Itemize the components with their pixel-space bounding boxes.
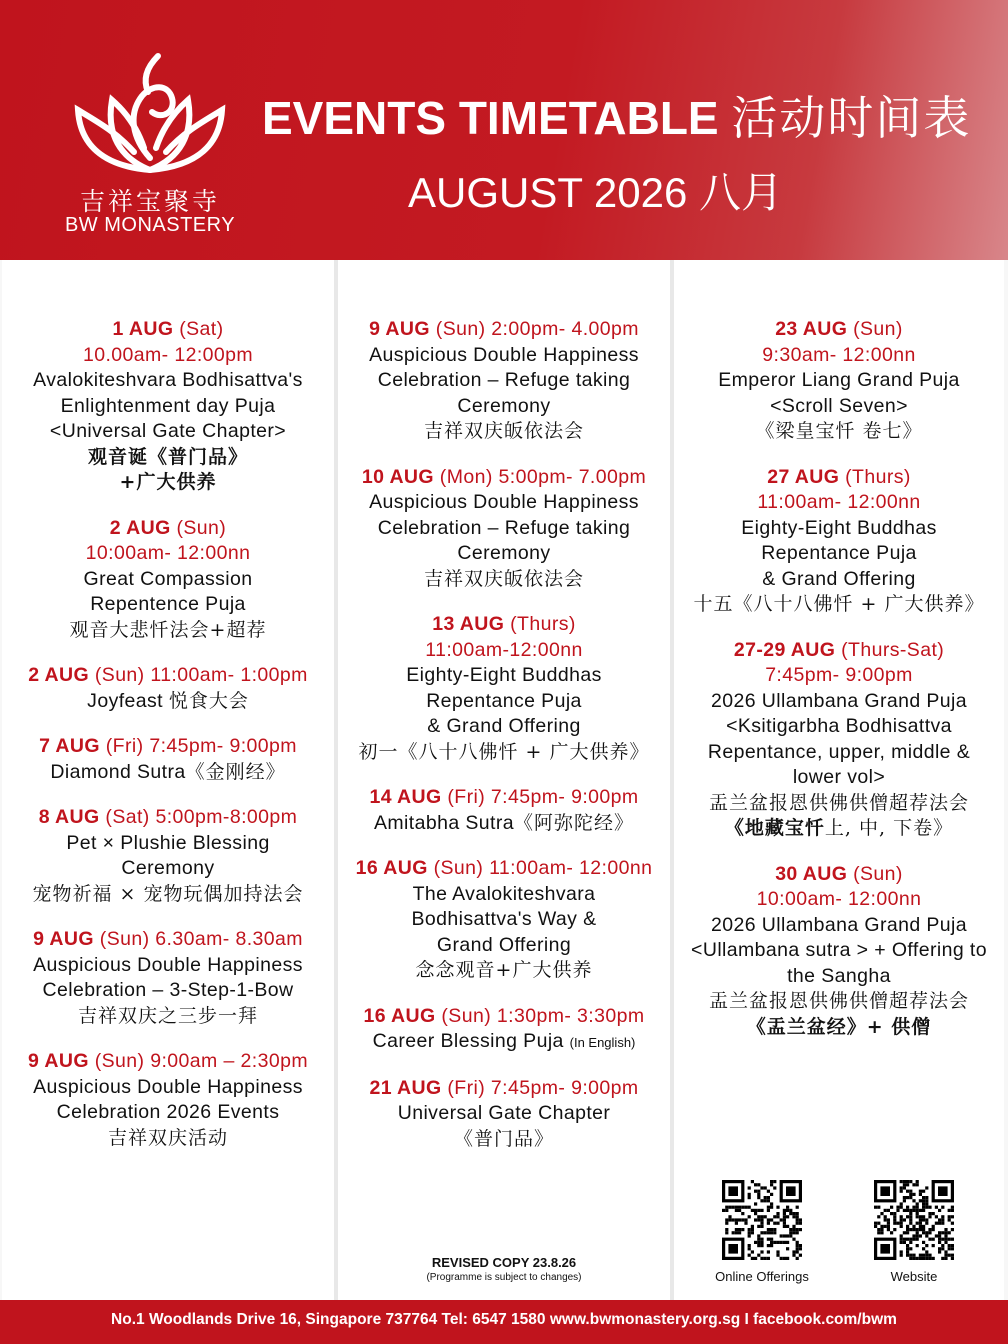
event-date [338,856,670,882]
event-text-segment: 9 AUG [369,318,436,340]
event-text-line [674,368,1004,394]
event-text-line [338,933,670,959]
event-text-line [2,470,334,496]
event-text-segment: 9 AUG [28,1050,95,1072]
brand-name-en: BW MONASTERY [64,214,236,236]
event-date [2,805,334,831]
event-text-segment: +广大供养 [119,471,217,493]
event-text-segment: <Ksitigarbha Bodhisattva [726,715,952,737]
event-text-segment: 10:00am- 12:00nn [756,888,922,910]
qr-label: Online Offerings [715,1269,809,1284]
event-text-segment: (Sun) [853,862,903,885]
event-text-line [2,831,334,857]
revised-copy-label: REVISED COPY 23.8.26 [431,1255,577,1270]
event-text-segment: Grand Offering [436,933,572,956]
event-text-segment: 16 AUG [355,857,434,879]
event-text-line [2,343,334,369]
event-text-line [338,1101,670,1127]
lotus-logo-icon [72,48,228,176]
event-text-segment: 27 AUG [767,465,846,488]
event-text-segment: Celebration – Refuge taking [377,516,631,539]
event-date [2,516,334,542]
event-text-segment: 吉祥双庆皈依法会 [423,420,584,442]
timetable-column-2 [338,260,670,1300]
event-text-segment: (Sun) 6.30am- 8.30am [99,928,303,950]
revised-copy-disclaimer: (Programme is subject to changes) [426,1272,582,1283]
revision-note [338,1255,670,1284]
event-text-segment: 10:00am- 12:00nn [85,542,251,564]
event-text-segment: 16 AUG [363,1004,442,1027]
event-item [674,317,1004,445]
event-text-line [2,541,334,567]
event-date [2,927,334,953]
event-item [674,862,1004,1041]
event-text-segment: (Sun) 1:30pm- 3:30pm [441,1004,645,1027]
event-text-line [338,882,670,908]
brand-logo[interactable] [60,48,240,238]
event-item [338,856,670,984]
event-text-line [2,394,334,420]
qr-code-icon [874,1180,954,1260]
event-text-line [2,689,334,715]
event-text-line [338,714,670,740]
event-text-segment: lower vol> [792,766,886,788]
event-text-segment: 14 AUG [369,786,448,808]
event-text-line [2,1100,334,1126]
event-text-line [338,541,670,567]
event-text-line [674,419,1004,445]
page-subtitle: AUGUST 2026 八月 [408,169,784,216]
event-text-segment: 盂兰盆报恩供佛供僧超荐法会 [708,990,969,1012]
event-text-segment: Enlightenment day Puja [60,394,276,417]
event-text-segment: 2026 Ullambana Grand Puja [710,689,968,712]
event-text-line [2,953,334,979]
event-date [674,638,1004,664]
event-text-segment: Celebration – 3-Step-1-Bow [42,979,294,1001]
event-text-segment: Amitabha Sutra [373,811,514,834]
event-text-segment: Emperor Liang Grand Puja [718,369,960,391]
event-text-segment: Auspicious Double Happiness [33,1075,303,1098]
event-text-segment: (Thurs) [845,465,911,488]
event-date [338,785,670,811]
event-text-line [338,689,670,715]
event-text-line [674,765,1004,791]
event-text-segment: 初一《八十八佛忏 + 广大供养》 [358,740,650,763]
event-text-segment: 9 AUG [33,928,100,950]
event-text-line [674,714,1004,740]
event-text-segment: 27-29 AUG [733,638,842,661]
event-text-segment: 2 AUG [28,664,95,686]
qr-website[interactable] [854,1180,974,1284]
event-text-segment: 《普门品》 [453,1127,554,1150]
timetable-column-3 [674,260,1004,1300]
event-text-segment: 10 AUG [361,465,440,488]
event-text-segment: 观音大悲忏法会+超荐 [69,618,267,641]
event-text-segment: 9:30am- 12:00nn [762,343,916,366]
event-text-segment: 《金刚经》 [185,760,286,783]
event-text-segment: 《梁皇宝忏 卷七》 [755,420,923,442]
event-text-segment: <Scroll Seven> [770,394,908,417]
header-banner [0,0,1008,260]
event-text-line [338,958,670,984]
event-text-segment: 盂兰盆报恩供佛供僧超荐法会 [708,791,969,814]
event-text-line [2,567,334,593]
event-text-line [338,663,670,689]
event-text-line [2,1126,334,1152]
event-text-segment: 念念观音+广大供养 [415,959,593,981]
event-text-line [674,541,1004,567]
event-text-line [338,1029,670,1056]
event-text-line [338,419,670,445]
event-text-segment: (In English) [569,1035,636,1050]
contact-footer[interactable]: No.1 Woodlands Drive 16, Singapore 737764 Tel: 6547 1580 www.bwmonastery.org.sg I facebook.com/bwm [0,1300,1008,1344]
event-text-segment: 吉祥双庆活动 [107,1126,228,1149]
event-date [338,317,670,343]
event-text-segment: (Sun) 11:00am- 1:00pm [94,664,308,686]
event-text-segment: <Ullambana sutra > + Offering to [691,939,987,961]
event-text-line [674,816,1004,842]
event-text-segment: Repentance, upper, middle & [707,740,971,763]
event-item [338,785,670,836]
event-text-line [674,887,1004,913]
event-text-segment: (Sun) 11:00am- 12:00nn [433,857,653,879]
event-text-segment: 宠物祈福 × 宠物玩偶加持法会 [32,882,304,905]
event-text-segment: 1 AUG [112,318,180,340]
event-date [2,1049,334,1075]
event-item [2,927,334,1029]
event-text-segment: 7 AUG [39,735,106,757]
brand-name-zh: 吉祥宝聚寺 [79,187,220,216]
event-date [674,465,1004,491]
event-list [674,317,1004,1060]
event-text-segment: Diamond Sutra [50,760,186,783]
event-list [2,317,334,1171]
event-text-segment: 13 AUG [432,613,511,635]
page-title [262,82,1002,148]
event-date [2,734,334,760]
qr-code-icon [722,1180,802,1260]
event-text-segment: Celebration – Refuge taking [377,369,631,391]
event-text-segment: Auspicious Double Happiness [33,953,303,976]
event-text-segment: 十五《八十八佛忏 + 广大供养》 [693,593,985,615]
event-text-segment: 上, 中, 下卷》 [824,817,954,839]
event-item [338,1004,670,1056]
timetable-column-1 [2,260,334,1300]
event-text-segment: (Sun) [176,516,227,539]
page-title-en: EVENTS TIMETABLE [262,92,719,144]
event-text-segment: (Thurs) [510,613,576,635]
event-text-line [674,938,1004,964]
event-text-segment: (Sat) [179,318,224,340]
event-item [338,612,670,765]
event-text-segment: (Fri) 7:45pm- 9:00pm [447,1076,639,1099]
event-text-line [674,964,1004,990]
event-date [2,663,334,689]
event-text-line [674,592,1004,618]
event-text-segment: The Avalokiteshvara [412,882,596,905]
event-text-segment: Auspicious Double Happiness [369,343,639,366]
event-text-segment: the Sangha [787,964,891,987]
event-text-line [338,368,670,394]
event-text-segment: Great Compassion [83,567,253,590]
event-text-line [338,567,670,593]
event-text-segment: Pet × Plushie Blessing [66,831,270,854]
event-text-segment: 11:00am-12:00nn [425,638,583,661]
event-text-line [2,1004,334,1030]
event-text-line [2,1075,334,1101]
event-text-segment: Auspicious Double Happiness [369,491,639,513]
event-text-segment: (Sun) 2:00pm- 4.00pm [435,318,639,340]
event-date [338,1004,670,1030]
event-text-segment: 30 AUG [775,862,854,885]
event-text-segment: 吉祥双庆之三步一拜 [77,1004,258,1027]
event-text-segment: Universal Gate Chapter [397,1102,611,1124]
event-text-segment: 8 AUG [38,806,106,828]
event-text-line [2,419,334,445]
event-text-line [338,516,670,542]
event-text-segment: Career Blessing Puja [372,1030,570,1052]
event-text-line [674,740,1004,766]
event-text-segment: & Grand Offering [427,715,581,737]
qr-online-offerings[interactable] [702,1180,822,1284]
event-text-segment: 吉祥双庆皈依法会 [423,567,584,590]
event-text-segment: (Thurs-Sat) [841,638,945,661]
event-text-segment: 悦食大会 [168,689,249,712]
event-item [2,516,334,644]
event-text-segment: Ceremony [457,394,551,417]
event-item [2,734,334,785]
event-text-segment: <Universal Gate Chapter> [49,420,287,442]
event-date [338,465,670,491]
event-item [2,663,334,714]
event-text-segment: Ceremony [121,857,215,879]
event-text-segment: 2026 Ullambana Grand Puja [710,913,968,936]
event-item [338,317,670,445]
event-text-line [674,490,1004,516]
event-text-segment: (Sun) 9:00am – 2:30pm [94,1050,308,1072]
event-text-line [2,445,334,471]
event-text-line [674,516,1004,542]
event-item [338,465,670,593]
event-text-line [674,1015,1004,1041]
event-text-segment: 2 AUG [109,516,177,539]
event-date [2,317,334,343]
page-title-zh: 活动时间表 [731,91,972,145]
event-text-segment: Eighty-Eight Buddhas [406,664,602,686]
event-item [338,1076,670,1153]
event-text-segment: Joyfeast [87,689,169,712]
event-text-segment: Avalokiteshvara Bodhisattva's [33,369,303,391]
event-text-segment: (Fri) 7:45pm- 9:00pm [447,786,639,808]
event-text-line [2,368,334,394]
event-text-line [674,989,1004,1015]
event-text-line [338,811,670,837]
event-text-segment: Ceremony [457,542,551,564]
event-text-line [674,689,1004,715]
event-date [674,862,1004,888]
event-text-line [2,856,334,882]
event-text-segment: (Fri) 7:45pm- 9:00pm [105,735,297,757]
event-text-segment: Repentence Puja [90,593,246,615]
event-text-segment: (Sat) 5:00pm-8:00pm [105,806,298,828]
event-text-line [674,394,1004,420]
event-text-segment: 7:45pm- 9:00pm [765,664,913,686]
event-text-line [674,663,1004,689]
event-text-segment: Celebration 2026 Events [56,1101,280,1123]
event-list [338,317,670,1172]
event-text-segment: (Sun) [853,318,903,340]
event-text-segment: Eighty-Eight Buddhas [741,516,937,539]
event-text-line [338,1127,670,1153]
event-item [2,317,334,496]
event-text-line [338,740,670,766]
event-text-segment: 《地藏宝忏 [724,817,825,839]
event-text-segment: 《阿弥陀经》 [514,811,635,834]
event-text-line [2,760,334,786]
event-item [2,1049,334,1151]
event-item [674,465,1004,618]
event-text-segment: 10.00am- 12:00pm [82,343,254,366]
event-text-line [338,907,670,933]
event-text-line [674,791,1004,817]
timetable-grid [0,260,1008,1300]
event-text-line [2,882,334,908]
event-text-segment: 《盂兰盆经》+ 供僧 [746,1015,932,1038]
qr-label: Website [890,1269,938,1284]
event-text-segment: Repentance Puja [761,542,917,564]
event-text-line [2,592,334,618]
event-text-segment: 观音诞《普门品》 [87,445,248,468]
event-text-line [2,978,334,1004]
event-item [674,638,1004,842]
event-date [674,317,1004,343]
event-text-segment: & Grand Offering [762,567,916,590]
event-date [338,612,670,638]
event-text-segment: 11:00am- 12:00nn [757,491,921,513]
event-text-line [338,394,670,420]
event-item [2,805,334,907]
event-text-segment: (Mon) 5:00pm- 7.00pm [439,465,647,488]
event-text-segment: 23 AUG [775,318,854,340]
event-text-segment: 21 AUG [369,1076,448,1099]
event-date [338,1076,670,1102]
event-text-line [338,490,670,516]
event-text-segment: Bodhisattva's Way & [411,908,597,930]
event-text-line [338,343,670,369]
event-text-line [338,638,670,664]
event-text-line [2,618,334,644]
event-text-line [674,567,1004,593]
event-text-line [674,913,1004,939]
event-text-segment: Repentance Puja [426,689,582,712]
event-text-line [674,343,1004,369]
